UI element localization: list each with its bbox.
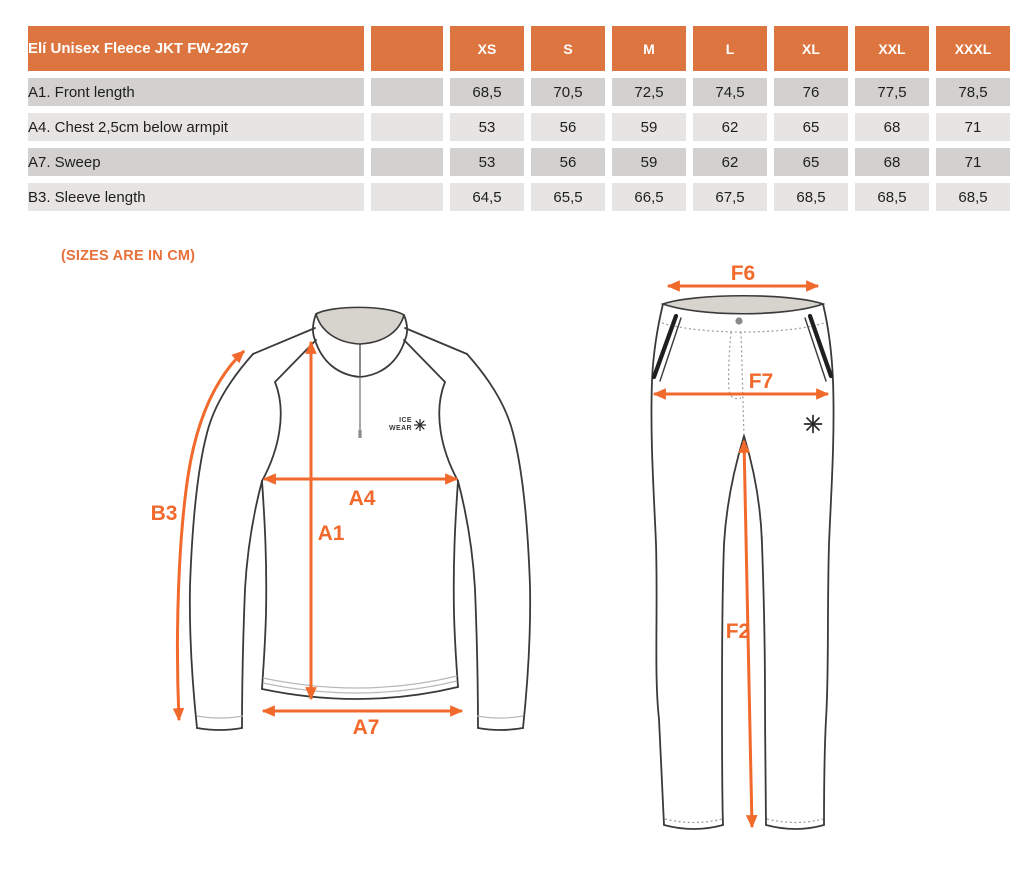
jacket-right-yoke-seam xyxy=(404,340,445,382)
size-value-cell: 65 xyxy=(774,148,848,176)
row-label: A4. Chest 2,5cm below armpit xyxy=(28,113,364,141)
size-value-cell: 65 xyxy=(774,113,848,141)
jacket-right-raglan-seam xyxy=(439,382,458,481)
a7-label: A7 xyxy=(352,716,380,739)
pants-button xyxy=(735,317,742,324)
jacket-zipper-pull xyxy=(358,430,361,438)
pants-left-hem xyxy=(664,825,723,829)
size-table xyxy=(21,19,1017,218)
size-value-cell: 76 xyxy=(774,78,848,106)
size-value-cell: 64,5 xyxy=(450,183,524,211)
jacket-right-sleeve-inner xyxy=(458,481,478,728)
size-value-cell: 56 xyxy=(531,113,605,141)
pants-left-hem-stitch xyxy=(665,819,722,823)
table-title: Elí Unisex Fleece JKT FW-2267 xyxy=(28,26,364,71)
row-spacer-cell xyxy=(371,183,443,211)
size-column-header-xxl: XXL xyxy=(855,26,929,71)
row-label: A7. Sweep xyxy=(28,148,364,176)
jacket-left-raglan-seam xyxy=(262,382,281,481)
size-value-cell: 68,5 xyxy=(936,183,1010,211)
jacket-body-left-side xyxy=(262,481,266,689)
b3-label: B3 xyxy=(150,502,178,525)
jacket-hem-stitch-2 xyxy=(263,676,457,688)
brand-logo-line2: WEAR xyxy=(389,425,412,432)
jacket-left-sleeve-inner xyxy=(242,481,262,728)
size-value-cell: 59 xyxy=(612,113,686,141)
pants-right-hem xyxy=(766,825,824,829)
jacket-right-cuff xyxy=(478,728,523,730)
size-value-cell: 71 xyxy=(936,113,1010,141)
pants-right-hem-stitch xyxy=(767,819,823,823)
f2-label: F2 xyxy=(725,620,751,643)
jacket-collar-inner xyxy=(316,307,404,344)
pants-waist-opening xyxy=(663,296,823,314)
size-value-cell: 53 xyxy=(450,148,524,176)
size-column-header-m: M xyxy=(612,26,686,71)
size-value-cell: 65,5 xyxy=(531,183,605,211)
a4-label: A4 xyxy=(348,487,376,510)
table-row-sleeve-length xyxy=(28,183,1010,211)
jacket-right-cuff-stitch xyxy=(477,716,523,718)
size-column-header-l: L xyxy=(693,26,767,71)
table-row-chest xyxy=(28,113,1010,141)
jacket-body-right-side xyxy=(454,481,458,687)
pants-waistband-stitch xyxy=(662,323,824,332)
brand-logo-line1: ICE xyxy=(399,417,412,424)
size-value-cell: 68 xyxy=(855,148,929,176)
size-value-cell: 71 xyxy=(936,148,1010,176)
size-value-cell: 70,5 xyxy=(531,78,605,106)
size-value-cell: 68 xyxy=(855,113,929,141)
sizes-note: (SIZES ARE IN CM) xyxy=(61,248,196,264)
size-value-cell: 68,5 xyxy=(774,183,848,211)
size-value-cell: 62 xyxy=(693,148,767,176)
size-value-cell: 77,5 xyxy=(855,78,929,106)
row-label: B3. Sleeve length xyxy=(28,183,364,211)
row-spacer-cell xyxy=(371,78,443,106)
pants-left-side-seam xyxy=(651,304,664,825)
size-value-cell: 56 xyxy=(531,148,605,176)
size-value-cell: 72,5 xyxy=(612,78,686,106)
header-spacer-cell xyxy=(371,26,443,71)
size-column-header-xxxl: XXXL xyxy=(936,26,1010,71)
jacket-left-cuff xyxy=(197,728,242,730)
pants-right-side-seam xyxy=(823,304,834,825)
a1-label: A1 xyxy=(317,522,345,545)
jacket-left-sleeve-outer xyxy=(190,354,253,728)
pants-fly-stitch xyxy=(729,332,741,399)
size-value-cell: 74,5 xyxy=(693,78,767,106)
size-value-cell: 66,5 xyxy=(612,183,686,211)
table-row-front-length xyxy=(28,78,1010,106)
measurement-diagrams xyxy=(0,264,1033,873)
table-row-sweep xyxy=(28,148,1010,176)
row-spacer-cell xyxy=(371,148,443,176)
brand-logo xyxy=(389,417,426,432)
size-column-header-xl: XL xyxy=(774,26,848,71)
size-value-cell: 68,5 xyxy=(450,78,524,106)
jacket-left-cuff-stitch xyxy=(197,716,243,718)
size-column-header-s: S xyxy=(531,26,605,71)
size-value-cell: 67,5 xyxy=(693,183,767,211)
snowflake-icon xyxy=(805,416,822,433)
size-value-cell: 62 xyxy=(693,113,767,141)
row-spacer-cell xyxy=(371,113,443,141)
jacket-drawing xyxy=(151,307,531,739)
b3-arrow xyxy=(177,351,244,720)
row-label: A1. Front length xyxy=(28,78,364,106)
size-value-cell: 78,5 xyxy=(936,78,1010,106)
pants-center-front-seam xyxy=(741,332,744,436)
jacket-right-sleeve-outer xyxy=(467,354,530,728)
f7-label: F7 xyxy=(748,370,774,393)
pants-drawing xyxy=(651,264,833,829)
f6-label: F6 xyxy=(730,264,756,285)
size-column-header-xs: XS xyxy=(450,26,524,71)
size-value-cell: 68,5 xyxy=(855,183,929,211)
table-header-row xyxy=(28,26,1010,71)
size-value-cell: 59 xyxy=(612,148,686,176)
snowflake-icon xyxy=(415,420,426,431)
size-value-cell: 53 xyxy=(450,113,524,141)
